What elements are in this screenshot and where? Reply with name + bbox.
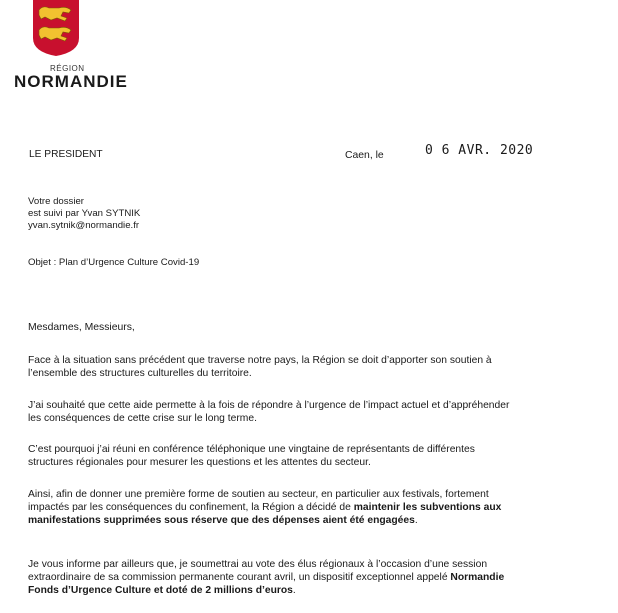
dossier-email: yvan.sytnik@normandie.fr (28, 220, 140, 231)
date-stamp: 0 6 AVR. 2020 (425, 143, 534, 158)
salutation: Mesdames, Messieurs, (28, 322, 135, 333)
paragraph-line: Ainsi, afin de donner une première forme de soutien au secteur, en particulier aux festivals, fortement (28, 489, 489, 500)
paragraph-line (28, 572, 598, 585)
paragraph-line (28, 515, 598, 528)
paragraph-text: . (292, 584, 296, 596)
paragraph-5 (28, 559, 598, 597)
emphasis-text: maintenir les subventions aux (353, 501, 502, 513)
emphasis-text: manifestations supprimées sous réserve que des dépenses aient été engagées (28, 514, 415, 526)
dossier-contact: est suivi par Yvan SYTNIK (28, 208, 141, 219)
paragraph-3 (28, 444, 598, 470)
paragraph-text: extraordinaire de sa commission permanente courant avril, un dispositif exceptionnel appelé (28, 571, 451, 583)
subject-line: Objet : Plan d’Urgence Culture Covid-19 (28, 257, 200, 268)
logo-region-text: RÉGION (50, 64, 85, 73)
paragraph-line: J’ai souhaité que cette aide permette à la fois de répondre à l’urgence de l’impact actuel et d’appréhender (28, 400, 510, 411)
paragraph-line: les conséquences de cette crise sur le long terme. (28, 412, 257, 424)
place: Caen, le (345, 150, 384, 161)
paragraph-line (28, 585, 598, 598)
paragraph-2 (28, 400, 598, 426)
dossier-block (28, 196, 140, 232)
paragraph-4 (28, 489, 598, 527)
paragraph-line: l’ensemble des structures culturelles du territoire. (28, 367, 252, 379)
lions-shield-icon (33, 0, 79, 56)
paragraph-text: impactés par les conséquences du confinement, la Région a décidé de (28, 501, 354, 513)
paragraph-text: . (414, 514, 418, 526)
paragraph-line: structures régionales pour mesurer les questions et les attentes du secteur. (28, 456, 371, 468)
paragraph-1 (28, 355, 598, 381)
emphasis-text: Fonds d’Urgence Culture et doté de 2 millions d’euros (28, 584, 293, 596)
paragraph-line (28, 502, 598, 515)
paragraph-line: C’est pourquoi j’ai réuni en conférence téléphonique une vingtaine de représentants de différentes (28, 444, 475, 455)
sender-title: LE PRESIDENT (29, 149, 103, 160)
paragraph-line: Je vous informe par ailleurs que, je soumettrai au vote des élus régionaux à l’occasion d’une session (28, 559, 488, 570)
emphasis-text: Normandie (450, 571, 505, 583)
logo-normandie-text: NORMANDIE (14, 72, 128, 91)
dossier-line: Votre dossier (28, 196, 84, 207)
paragraph-line: Face à la situation sans précédent que traverse notre pays, la Région se doit d’apporter son soutien à (28, 355, 492, 366)
